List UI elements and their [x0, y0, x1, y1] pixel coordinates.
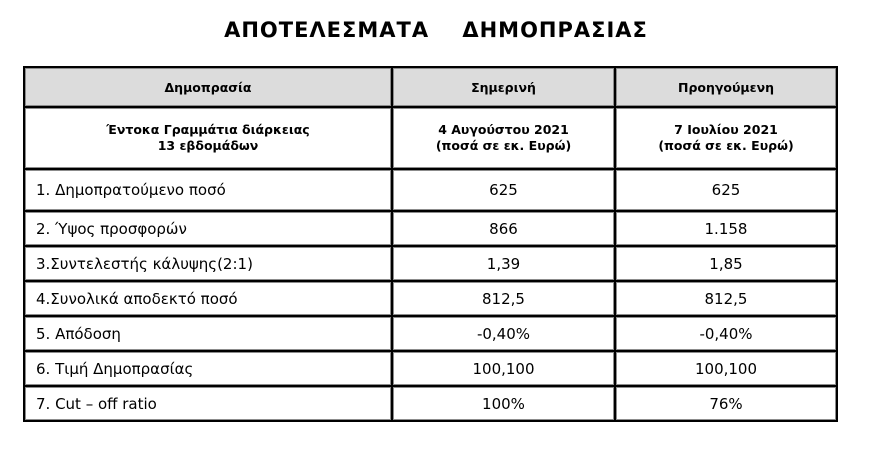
header-cell-current: Σημερινή — [392, 67, 615, 107]
table-row — [24, 246, 837, 281]
row-current-value: 1,39 — [393, 247, 614, 280]
previous-units: (ποσά σε εκ. Ευρώ) — [658, 138, 794, 153]
row-current-value: 866 — [393, 212, 614, 245]
row-current-value: 100% — [393, 387, 614, 420]
row-previous-value: 625 — [616, 170, 836, 210]
current-date: 4 Αυγούστου 2021 — [438, 122, 569, 137]
row-current-value: 625 — [393, 170, 614, 210]
page-title: ΑΠΟΤΕΛΕΣΜΑΤΑ ΔΗΜΟΠΡΑΣΙΑΣ — [224, 18, 648, 42]
row-current-value: -0,40% — [393, 317, 614, 350]
row-label: 4.Συνολικά αποδεκτό ποσό — [25, 282, 391, 315]
row-current-value: 812,5 — [393, 282, 614, 315]
row-label: 3.Συντελεστής κάλυψης(2:1) — [25, 247, 391, 280]
row-previous-value: 76% — [616, 387, 836, 420]
row-label: 5. Απόδοση — [25, 317, 391, 350]
header-cell-previous: Προηγούμενη — [615, 67, 837, 107]
table-row — [24, 386, 837, 421]
table-header-row — [24, 67, 837, 107]
header-cell-auction: Δημοπρασία — [24, 67, 392, 107]
subheader-cell-current — [392, 107, 615, 169]
table-row — [24, 169, 837, 211]
table-row — [24, 316, 837, 351]
row-previous-value: 100,100 — [616, 352, 836, 385]
row-label: 1. Δημοπρατούμενο ποσό — [25, 170, 391, 210]
current-units: (ποσά σε εκ. Ευρώ) — [435, 138, 572, 153]
subheader-cell-previous — [615, 107, 837, 169]
subheader-cell-instrument — [24, 107, 392, 169]
row-previous-value: 1.158 — [616, 212, 836, 245]
table-row — [24, 281, 837, 316]
table-row — [24, 351, 837, 386]
instrument-duration: 13 εβδομάδων — [157, 138, 259, 153]
row-label: 6. Τιμή Δημοπρασίας — [25, 352, 391, 385]
auction-results-table — [23, 66, 838, 422]
row-label: 2. Ύψος προσφορών — [25, 212, 391, 245]
row-label: 7. Cut – off ratio — [25, 387, 391, 420]
row-previous-value: 812,5 — [616, 282, 836, 315]
row-previous-value: -0,40% — [616, 317, 836, 350]
row-current-value: 100,100 — [393, 352, 614, 385]
table-row — [24, 211, 837, 246]
instrument-name: Έντοκα Γραμμάτια διάρκειας — [106, 122, 310, 137]
row-previous-value: 1,85 — [616, 247, 836, 280]
previous-date: 7 Ιουλίου 2021 — [674, 122, 778, 137]
table-subheader-row — [24, 107, 837, 169]
